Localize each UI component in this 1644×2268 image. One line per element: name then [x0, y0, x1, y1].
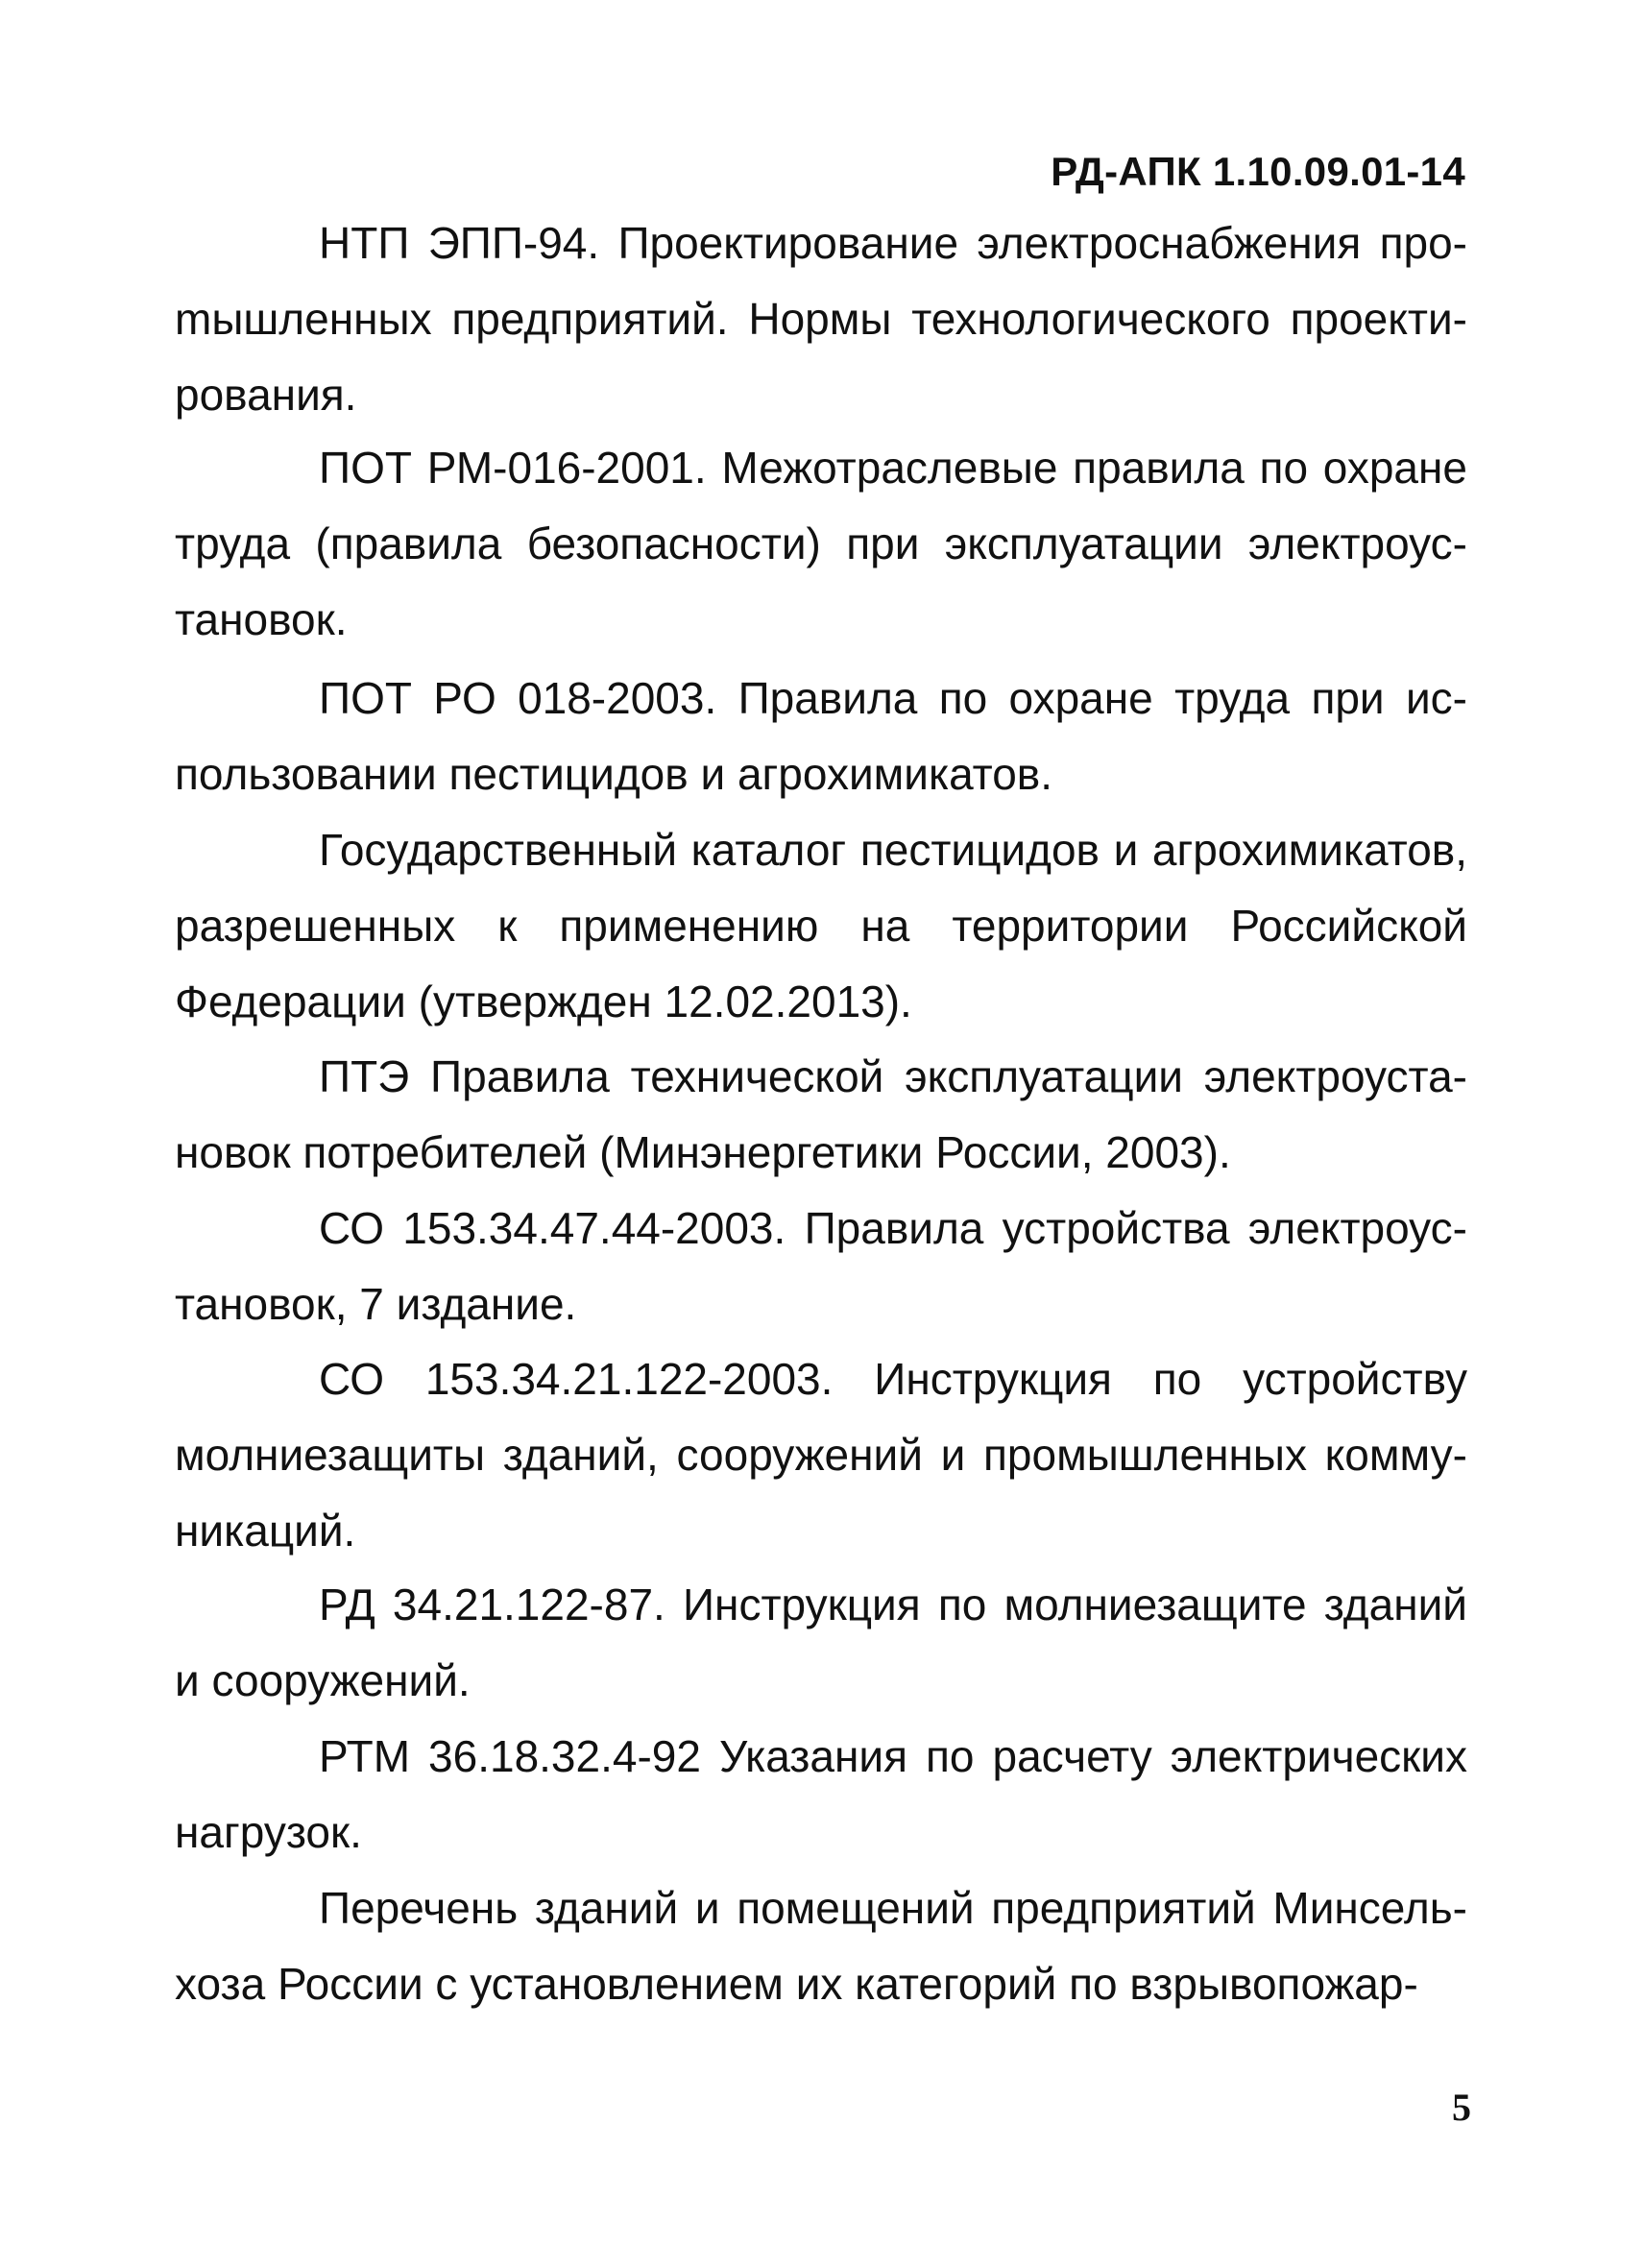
reference-item: ПОТ РМ-016-2001. Межотраслевые правила по охране труда (правила безопасности) при эксплуатации электроустановок.: [175, 443, 1467, 644]
reference-item: РТМ 36.18.32.4-92 Указания по расчету электрических нагрузок.: [175, 1731, 1467, 1857]
reference-item: ПОТ РО 018-2003. Правила по охране труда при использовании пестицидов и агрохимикатов.: [175, 673, 1467, 799]
reference-item: Перечень зданий и помещений предприятий Минсельхоза России с установлением их категорий по взрывопожар-: [175, 1883, 1467, 2009]
document-code-header: РД-АПК 1.10.09.01-14: [1051, 149, 1465, 194]
reference-item: СО 153.34.21.122-2003. Инструкция по устройству молниезащиты зданий, сооружений и промышленных коммуникаций.: [175, 1354, 1467, 1556]
reference-item: СО 153.34.47.44-2003. Правила устройства электроустановок, 7 издание.: [175, 1203, 1467, 1329]
reference-item: НТП ЭПП-94. Проектирование электроснабжения проmышленных предприятий. Нормы технологического проектирования.: [175, 218, 1467, 420]
page-number: 5: [1452, 2086, 1471, 2129]
reference-item: Государственный каталог пестицидов и агрохимикатов, разрешенных к применению на территории Российской Федерации (утвержден 12.02.2013).: [175, 825, 1467, 1026]
reference-item: РД 34.21.122-87. Инструкция по молниезащите зданий и сооружений.: [175, 1580, 1467, 1705]
reference-item: ПТЭ Правила технической эксплуатации электроустановок потребителей (Минэнергетики России, 2003).: [175, 1051, 1467, 1177]
